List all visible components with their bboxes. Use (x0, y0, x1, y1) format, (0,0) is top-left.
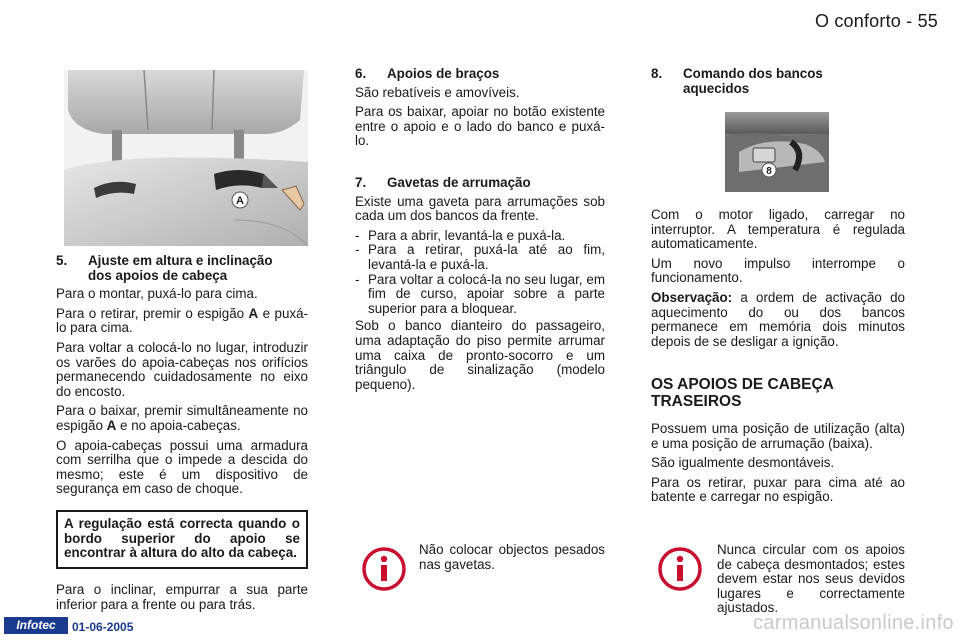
heading-5: 5. Ajuste em altura e inclinação dos apoios de cabeça (56, 253, 273, 283)
page-title: O conforto - 55 (814, 11, 938, 31)
para-heating-off: Um novo impulso interrompe o funcionamento. (651, 255, 905, 286)
para-tilt: Para o inclinar, empurrar a sua parte inferior para a frente ou para trás. (56, 582, 308, 612)
watermark: carmanualsonline.info (753, 612, 954, 634)
heading-7: 7. Gavetas de arrumação (355, 175, 531, 190)
info-icon (361, 546, 407, 592)
para-first-aid: Sob o banco dianteiro do passageiro, uma adaptação do piso permite arrumar uma caixa de pronto-socorro e um triângulo de sinalização (modelo pequeno). (355, 318, 605, 392)
para-armrests-lower: Para os baixar, apoiar no botão existente entre o apoio e o lado do banco e puxá-lo. (355, 104, 605, 149)
list-item: - Para a abrir, levantá-la e puxá-la. (355, 229, 605, 244)
info-icon (657, 546, 703, 592)
list-item: - Para voltar a colocá-la no seu lugar, em fim de curso, apoiar sobre a parte superior para a bloquear. (355, 273, 605, 317)
infotec-logo: Infotec (4, 617, 68, 634)
headrest-illustration (64, 70, 308, 246)
drawer-warning: Não colocar objectos pesados nas gavetas. (419, 542, 605, 572)
heated-seat-switch-illustration (725, 112, 829, 192)
headrest-warning: Nunca circular com os apoios de cabeça desmontados; estes devem estar nos seus devidos lugares e correctamente ajustados. (717, 542, 905, 616)
heading-6: 6. Apoios de braços (355, 66, 500, 81)
para-armrests: São rebatíveis e amovíveis. (355, 84, 520, 100)
heading-8: 8. Comando dos bancos aquecidos (651, 66, 823, 96)
para-heating-on: Com o motor ligado, carregar no interruptor. A temperatura é regulada automaticamente. (651, 207, 905, 252)
para-rear-removable: São igualmente desmontáveis. (651, 455, 835, 471)
adjustment-notice: A regulação está correcta quando o bordo superior do apoio se encontrar à altura do alto da cabeça. (56, 510, 308, 569)
para-mount: Para o montar, puxá-lo para cima. (56, 286, 258, 302)
para-observation: Observação: a ordem de activação do aquecimento do ou dos bancos permanece em memória dois minutos depois de se desligar a ignição. (651, 289, 905, 349)
switch-label-8: 8 (766, 166, 772, 177)
para-lower: Para o baixar, premir simultâneamente no espigão A e no apoia-cabeças. (56, 403, 308, 433)
para-rear-positions: Possuem uma posição de utilização (alta) e uma posição de arrumação (baixa). (651, 421, 905, 451)
footer-date: 01-06-2005 (72, 620, 134, 634)
section-title-rear-headrests: OS APOIOS DE CABEÇA TRASEIROS (651, 376, 834, 410)
para-refit: Para voltar a colocá-lo no lugar, introduzir os varões do apoia-cabeças nos orifícios permanecendo cuidadosamente no eixo do encosto. (56, 339, 308, 399)
para-remove: Para o retirar, premir o espigão A e puxá-lo para cima. (56, 305, 308, 336)
list-item: - Para a retirar, puxá-la até ao fim, levantá-la e puxá-la. (355, 243, 605, 272)
headrest-label-a: A (236, 195, 244, 207)
para-rear-remove: Para os retirar, puxar para cima até ao batente e carregar no espigão. (651, 474, 905, 505)
para-drawers: Existe uma gaveta para arrumações sob cada um dos bancos da frente. (355, 193, 605, 224)
para-safety: O apoia-cabeças possui uma armadura com serrilha que o impede a descida do mesmo; este é um dispositivo de segurança em caso de choque. (56, 437, 308, 497)
